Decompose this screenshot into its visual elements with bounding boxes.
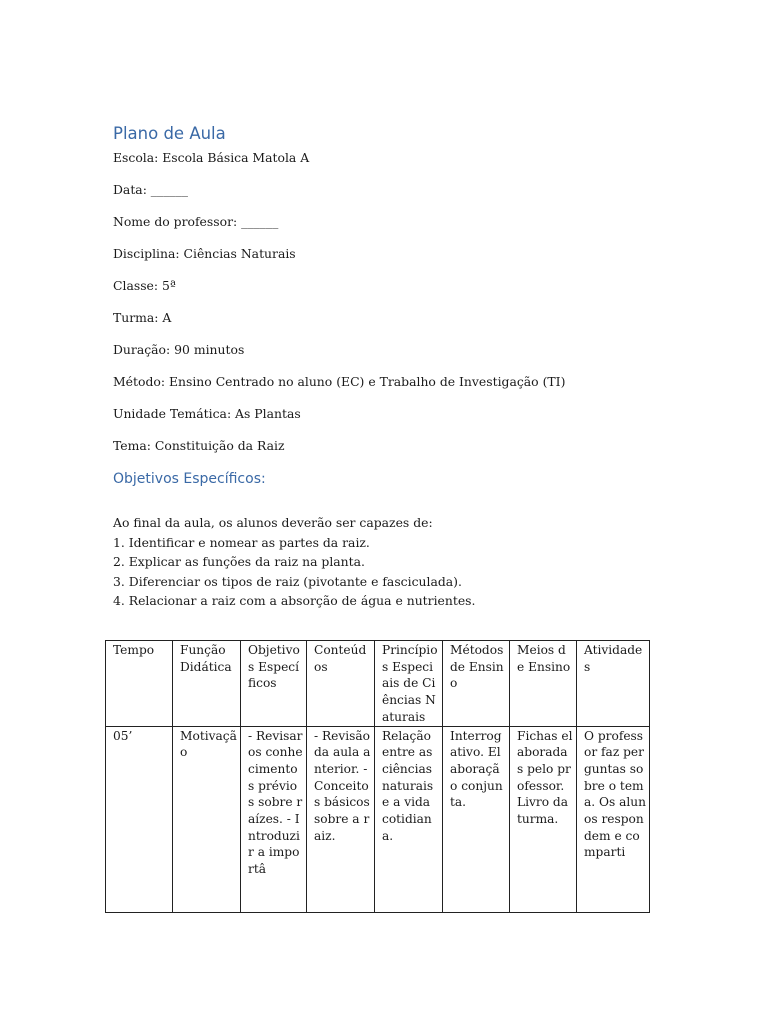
- objective-item: 2. Explicar as funções da raiz na planta.: [113, 554, 365, 569]
- header-cell-time: Tempo: [106, 641, 173, 727]
- cell-function: Motivação: [173, 726, 241, 912]
- info-theme: Tema: Constituição da Raiz: [113, 438, 285, 453]
- table-row: [106, 726, 650, 912]
- objectives-intro: Ao final da aula, os alunos deverão ser capazes de:: [113, 515, 433, 530]
- objectives-list: [113, 513, 475, 611]
- cell-time: 05’: [106, 726, 173, 912]
- info-duration: Duração: 90 minutos: [113, 342, 245, 357]
- table-header-row: [106, 641, 650, 727]
- info-teacher: Nome do professor: ______: [113, 214, 279, 229]
- cell-contents: - Revisão da aula anterior. - Conceitos básicos sobre a raiz.: [307, 726, 375, 912]
- header-cell-methods: Métodos de Ensino: [443, 641, 510, 727]
- lesson-plan-table: [105, 640, 650, 913]
- objective-item: 3. Diferenciar os tipos de raiz (pivotante e fasciculada).: [113, 573, 462, 589]
- info-unit: Unidade Temática: As Plantas: [113, 406, 301, 421]
- header-cell-contents: Conteúdos: [307, 641, 375, 727]
- header-cell-means: Meios de Ensino: [510, 641, 577, 727]
- header-cell-function: Função Didática: [173, 641, 241, 727]
- document-title: Plano de Aula: [113, 124, 226, 143]
- info-method: Método: Ensino Centrado no aluno (EC) e Trabalho de Investigação (TI): [113, 374, 566, 389]
- cell-methods: Interrogativo. Elaboração conjunta.: [443, 726, 510, 912]
- cell-principles: Relação entre as ciências naturais e a vida cotidiana.: [375, 726, 443, 912]
- info-date: Data: ______: [113, 182, 188, 197]
- cell-activities: O professor faz perguntas sobre o tema. Os alunos respondem e comparti: [577, 726, 650, 912]
- objective-item: 4. Relacionar a raiz com a absorção de água e nutrientes.: [113, 593, 476, 608]
- objective-item: 1. Identificar e nomear as partes da raiz.: [113, 534, 370, 550]
- info-class: Classe: 5ª: [113, 278, 176, 293]
- cell-means: Fichas elaboradas pelo professor. Livro da turma.: [510, 726, 577, 912]
- header-cell-objectives: Objetivos Específicos: [241, 641, 307, 727]
- header-cell-activities: Atividades: [577, 641, 650, 727]
- info-subject: Disciplina: Ciências Naturais: [113, 246, 296, 261]
- cell-objectives: - Revisar os conhecimentos prévios sobre raízes. - Introduzir a importâ: [241, 726, 307, 912]
- info-school: Escola: Escola Básica Matola A: [113, 150, 310, 165]
- info-group: Turma: A: [113, 310, 172, 325]
- header-cell-principles: Princípios Especiais de Ciências Naturais: [375, 641, 443, 727]
- objectives-heading: Objetivos Específicos:: [113, 471, 266, 487]
